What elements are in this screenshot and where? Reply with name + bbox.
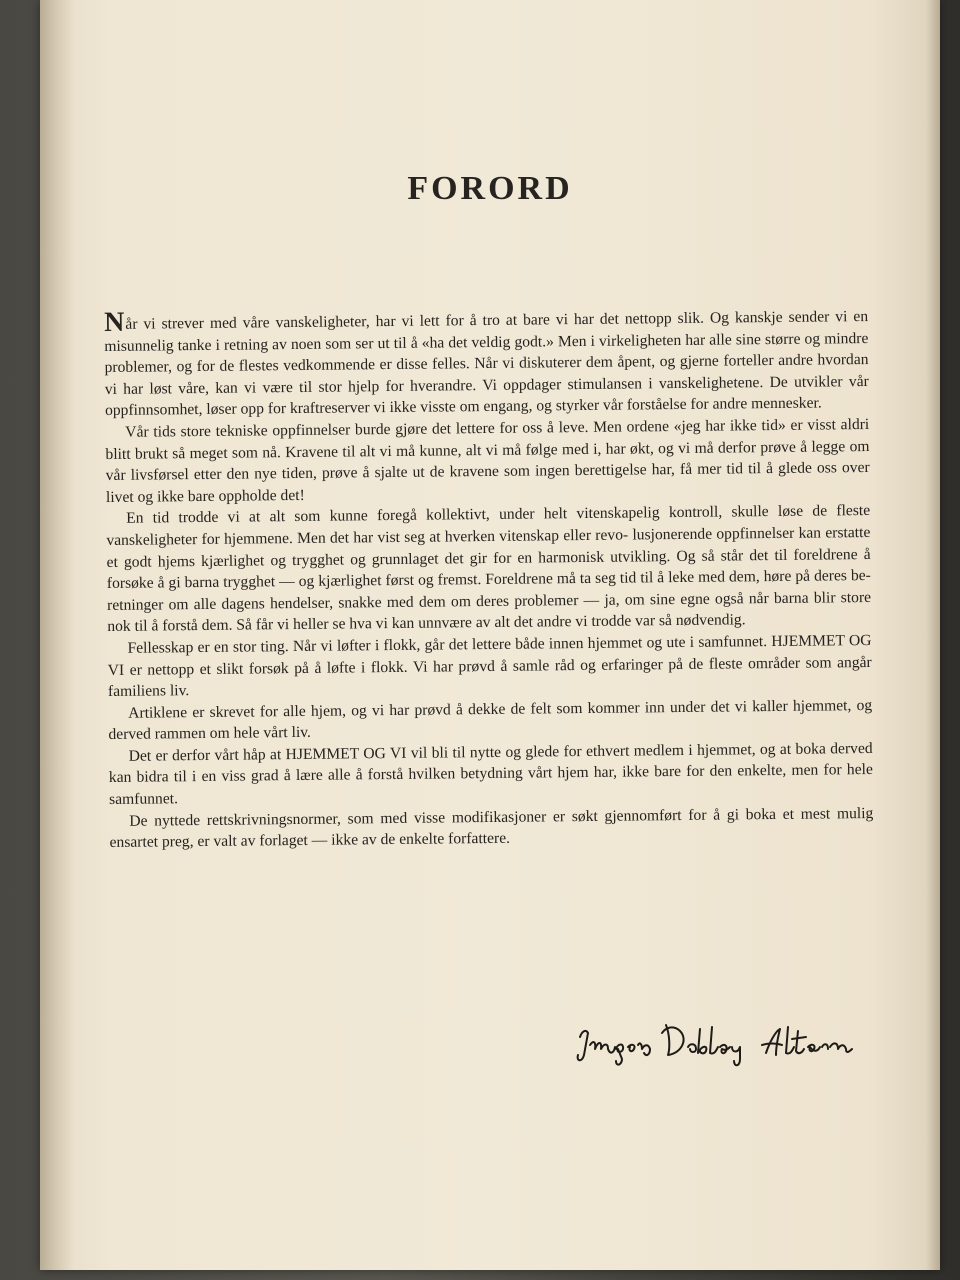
paragraph (109, 738, 874, 811)
text-line: Det er derfor vårt håp at HJEMMET OG VI vil bli til nytte og glede for ethvert medlem (128, 741, 685, 765)
text-line: har ikke tid» er visst aldri blitt brukt så meget som nå. Kravene til alt vi må kunne, alt vi må (105, 415, 870, 463)
text-line: felles. Når vi diskuterer dem åpent, og gjerne forteller andre hvordan vi har løst våre, kan vi (104, 351, 869, 398)
drop-cap: N (103, 306, 125, 338)
text-line: oppfinnsomhet, løser opp for kraftreserver vi ikke visste om engang, og styrker vår forståelse (104, 396, 687, 420)
paragraph (107, 630, 872, 703)
text-line: det vi kaller hjemmet, og derved rammen om hele vårt liv. (108, 696, 873, 744)
text-line: vårt hjem har, ikke bare for den enkelte, men for hele samfunnet. (109, 761, 873, 809)
text-line: Men i virkeligheten har alle sine større og mindre problemer, og for de flestes vedkommende er disse (104, 329, 869, 377)
page-title: FORORD (407, 170, 573, 207)
text-line: Og kanskje sender vi en misunnelig tanke i retning av noen som ser ut til å «ha det veldig godt.» (104, 307, 869, 355)
book-page (40, 0, 940, 1270)
text-line: Artiklene er skrevet for alle hjem, og vi har prøvd å dekke de felt som kommer inn under (128, 698, 706, 722)
text-line: gi boka et mest mulig ensartet preg, er valt av forlaget — ikke av de enkelte forfattere. (109, 804, 874, 852)
text-line: løse de fleste vanskeligheter for hjemmene. Men det har vist seg at hverken vitenskap eller revo- (106, 502, 871, 549)
text-line: følge med i, har økt, og vi må derfor prøve å legge om vår livsførsel etter den nye tiden, prøve (105, 437, 870, 485)
paragraph (106, 500, 871, 638)
signature-image (570, 1015, 860, 1075)
foreword-body (104, 304, 874, 854)
text-line: og kjærlighet først og fremst. Foreldrene må ta seg tid til å leke med dem, høre på deres be- (298, 567, 871, 591)
text-line: være til stor hjelp for hverandre. Vi oppdager stimulansen i vanskelighetene. De utvikler vår (262, 372, 869, 397)
paragraph (105, 414, 870, 508)
text-line: retninger om alle dagens hendelser, snakke med dem om deres problemer — ja, om sine egne også (106, 590, 744, 614)
text-line: i hjemmet, og at boka derved kan bidra til i en viss grad å lære alle å forstå hvilken betydning (108, 739, 873, 787)
text-line: vi trodde var så nødvendig. (575, 611, 746, 631)
text-line: En tid trodde vi at alt som kunne foregå kollektivt, under helt vitenskapelig kontroll, skulle (126, 503, 769, 528)
text-line: lusjonerende oppfinnelser kan erstatte et godt hjems kjærlighet og trygghet og grunnlaget det (106, 523, 871, 571)
text-line: å sjalte ut de kravene som ingen berettigelse har, få mer tid til å glede oss over livet og ikke (105, 459, 870, 506)
text-line: samle råd og erfaringer på de fleste områder som angår familiens liv. (107, 653, 872, 701)
text-line: De nyttede rettskrivningsnormer, som med visse modifikasjoner er søkt gjennomført for å (129, 806, 721, 830)
text-line: for andre mennesker. (690, 394, 822, 414)
text-line: når barna blir store nok til å forstå dem. Så får vi heller se hva vi kan unnvære av alt det andre (107, 588, 872, 636)
text-line: gir for en harmonisk utvikling. Og så står det til foreldrene å forsøke å gi barna trygghet — (106, 545, 871, 593)
text-line: bare oppholde det! (187, 486, 305, 505)
text-line: i samfunnet. HJEMMET OG VI er nettopp et slikt forsøk på å løfte i flokk. Vi har prøvd å (107, 631, 872, 679)
text-line: Vår tids store tekniske oppfinnelser burde gjøre det lettere for oss å leve. Men ordene «jeg (125, 417, 701, 441)
text-line: Fellesskap er en stor ting. Når vi løfter i flokk, går det lettere både innen hjemmet og ute (127, 633, 686, 657)
text-line: år vi strever med våre vanskeligheter, har vi lett for å tro at bare vi har det nettopp slik. (125, 309, 705, 333)
paragraph (104, 304, 869, 422)
paragraph (109, 803, 873, 854)
